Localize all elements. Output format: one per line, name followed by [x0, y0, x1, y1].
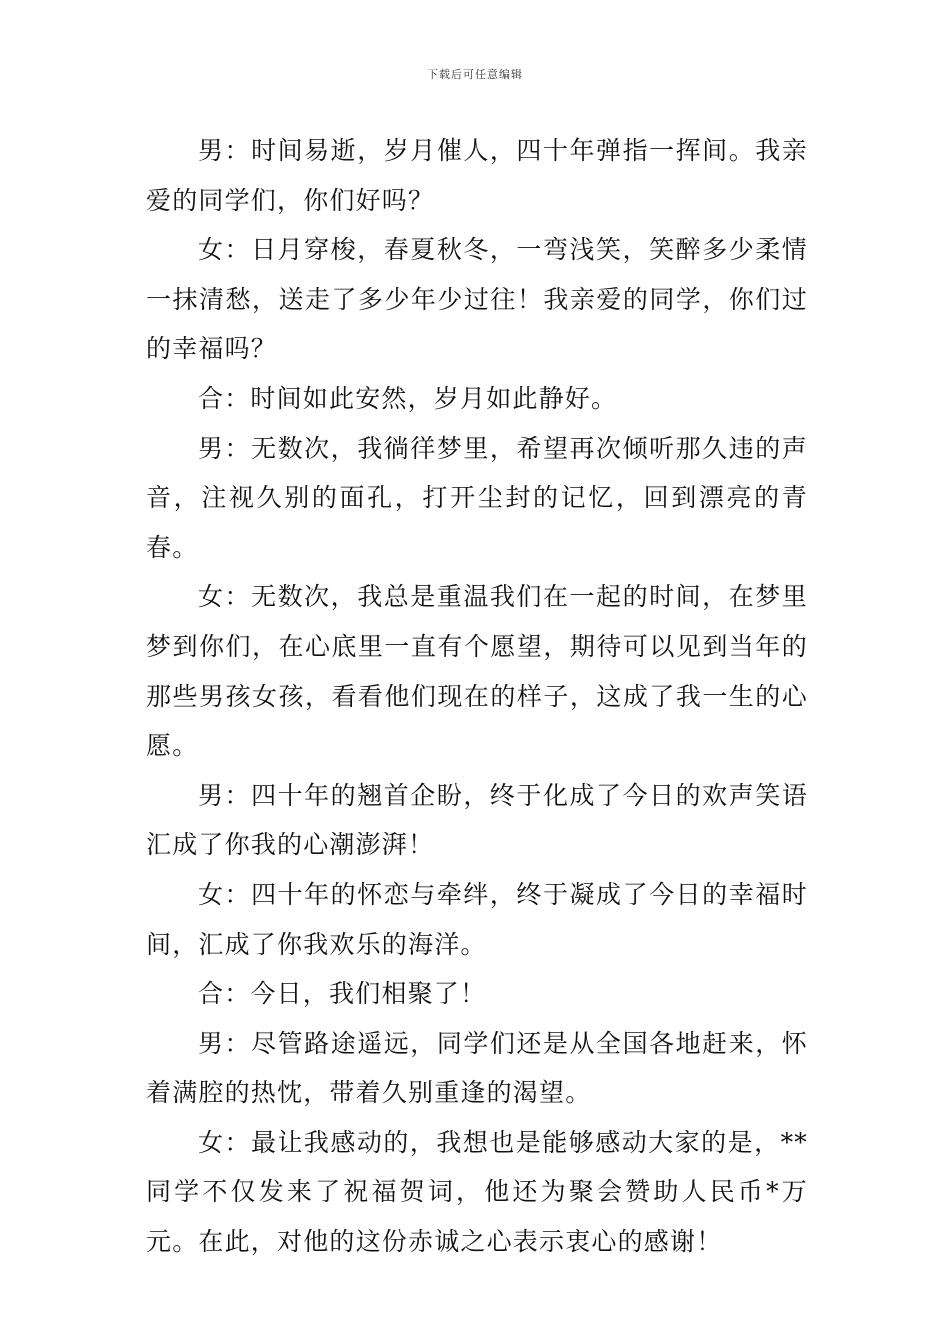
paragraph: 合：今日，我们相聚了！ [198, 979, 487, 1009]
paragraph: 男：时间易逝，岁月催人，四十年弹指一挥间。我亲爱的同学们，你们好吗？ [146, 136, 808, 215]
paragraph: 女：最让我感动的，我想也是能够感动大家的是，**同学不仅发来了祝福贺词，他还为聚会赞助人民币*万元。在此，对他的这份赤诚之心表示衷心的感谢！ [146, 1127, 808, 1257]
paragraph: 男：无数次，我徜徉梦里，希望再次倾听那久违的声音，注视久别的面孔，打开尘封的记忆，回到漂亮的青春。 [146, 433, 808, 562]
paragraph: 女：无数次，我总是重温我们在一起的时间，在梦里梦到你们，在心底里一直有个愿望，期待可以见到当年的那些男孩女孩，看看他们现在的样子，这成了我一生的心愿。 [146, 582, 808, 761]
page-header: 下载后可任意编辑 [427, 68, 523, 81]
paragraph: 男：四十年的翘首企盼，终于化成了今日的欢声笑语汇成了你我的心潮澎湃！ [146, 780, 808, 860]
paragraph: 女：日月穿梭，春夏秋冬，一弯浅笑，笑醉多少柔情一抹清愁，送走了多少年少过往！我亲爱的同学，你们过的幸福吗？ [146, 235, 808, 364]
paragraph: 男：尽管路途遥远，同学们还是从全国各地赶来，怀着满腔的热忱，带着久别重逢的渴望。 [146, 1028, 808, 1108]
paragraph: 女：四十年的怀恋与牵绊，终于凝成了今日的幸福时间，汇成了你我欢乐的海洋。 [146, 879, 808, 959]
paragraph: 合：时间如此安然，岁月如此静好。 [198, 383, 618, 413]
document-body [146, 126, 808, 1267]
